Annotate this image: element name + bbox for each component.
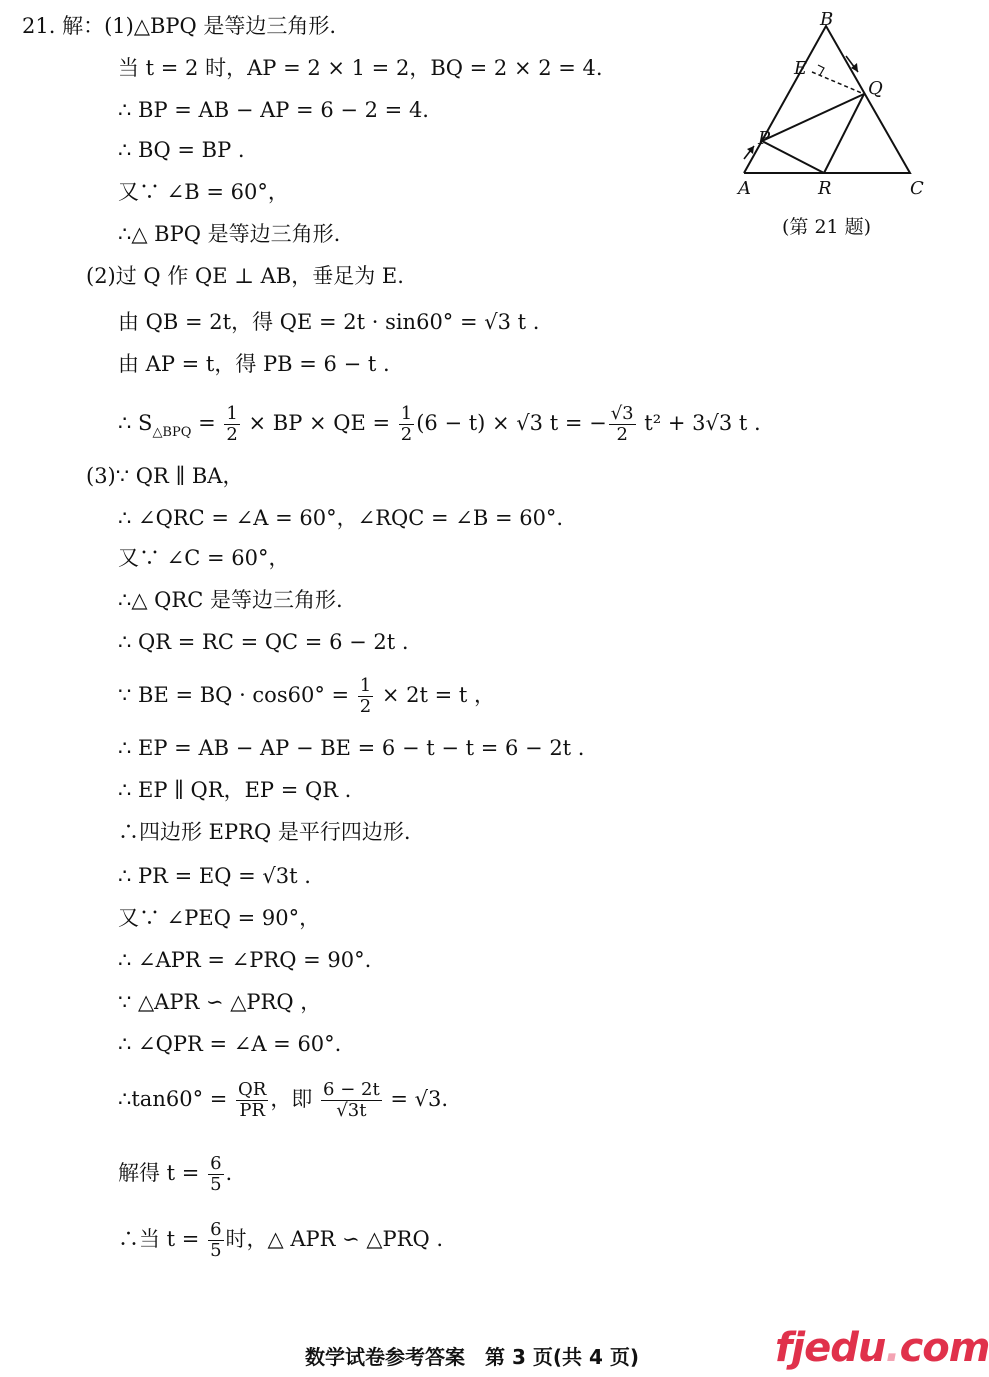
figure-caption: (第 21 题) [782, 216, 872, 238]
be-tail: × 2t = t ， [375, 683, 496, 707]
segment-pr [762, 141, 824, 173]
part3-line-8: ∴四边形 EPRQ 是平行四边形. [118, 820, 411, 844]
right-angle-mark [818, 65, 824, 75]
be-lead: ∵ BE = BQ · cos60° = [118, 683, 356, 707]
tan-lead: ∴tan60° = [118, 1087, 235, 1111]
fraction-half-3: $\frac{1}{2}$ [359, 675, 372, 717]
part1-line-4: 又∵ ∠B = 60°， [118, 180, 289, 204]
site-watermark: fjedu.com [775, 1325, 989, 1371]
solve-tail: . [225, 1161, 233, 1185]
part1-line-2: ∴ BP = AB − AP = 6 − 2 = 4. [118, 98, 429, 122]
segment-rq [824, 94, 864, 173]
solve-lead: 解得 t = [118, 1161, 207, 1185]
part1-line-1: 当 t = 2 时，AP = 2 × 1 = 2，BQ = 2 × 2 = 4. [118, 56, 603, 80]
part1-line-3: ∴ BQ = BP . [118, 138, 245, 162]
area-subscript: △BPQ [152, 425, 192, 440]
area-mid-1: × BP × QE = [241, 411, 397, 435]
label-r: R [818, 178, 832, 199]
part3-line-11: ∴ ∠APR = ∠PRQ = 90°. [118, 948, 372, 972]
fraction-qr-pr: $\frac{QR}{PR}$ [238, 1079, 267, 1121]
part3-line-13: ∴ ∠QPR = ∠A = 60°. [118, 1032, 342, 1056]
label-q: Q [868, 78, 883, 99]
part3-final [118, 1220, 443, 1261]
part3-tan-formula [118, 1080, 448, 1121]
problem-header: 21. 解：(1)△BPQ 是等边三角形. [22, 14, 337, 38]
part2-line-1: (2)过 Q 作 QE ⊥ AB，垂足为 E. [86, 264, 404, 288]
triangle-figure [730, 8, 935, 198]
segment-eq-dashed [812, 72, 864, 94]
area-mid-2: (6 − t) × √3 t = − [416, 411, 607, 435]
label-a: A [738, 178, 751, 199]
part3-solve [118, 1154, 232, 1195]
label-p: P [758, 128, 771, 149]
fraction-ratio: $\frac{6 - 2t}{√3t}$ [323, 1079, 380, 1121]
part3-line-10: 又∵ ∠PEQ = 90°， [118, 906, 321, 930]
triangle-abc [744, 26, 910, 173]
final-lead: ∴当 t = [118, 1227, 207, 1251]
fraction-half-2: $\frac{1}{2}$ [400, 403, 413, 445]
part3-be-formula [118, 676, 495, 717]
tan-tail: = √3. [383, 1087, 449, 1111]
final-tail: 时，△ APR ∽ △PRQ . [225, 1227, 444, 1251]
part3-line-9: ∴ PR = EQ = √3t . [118, 864, 311, 888]
label-e: E [794, 58, 808, 79]
area-tail: t² + 3√3 t . [637, 411, 761, 435]
part1-line-5: ∴△ BPQ 是等边三角形. [118, 222, 341, 246]
part2-line-2: 由 QB = 2t，得 QE = 2t · sin60° = √3 t . [118, 310, 540, 334]
part3-line-5: ∴ QR = RC = QC = 6 − 2t . [118, 630, 409, 654]
part3-line-3: 又∵ ∠C = 60°， [118, 546, 290, 570]
part3-line-2: ∴ ∠QRC = ∠A = 60°，∠RQC = ∠B = 60°. [118, 506, 564, 530]
part3-line-7: ∴ EP ∥ QR，EP = QR . [118, 778, 352, 802]
fraction-half-1: $\frac{1}{2}$ [226, 403, 238, 445]
tan-mid: ，即 [270, 1087, 320, 1111]
fraction-six-fifths-2: $\frac{6}{5}$ [210, 1219, 222, 1261]
page-footer: 数学试卷参考答案 第 3 页(共 4 页) [305, 1345, 639, 1369]
label-b: B [820, 9, 834, 30]
part2-area-formula [118, 404, 761, 447]
part3-line-12: ∵ △APR ∽ △PRQ ， [118, 990, 322, 1014]
part3-line-1: (3)∵ QR ∥ BA， [86, 464, 244, 488]
area-lead: ∴ S [118, 411, 153, 435]
part2-line-3: 由 AP = t，得 PB = 6 − t . [118, 352, 390, 376]
fraction-sqrt3-half: $\frac{√3}{2}$ [610, 403, 634, 445]
segment-pq [762, 94, 864, 141]
part3-line-4: ∴△ QRC 是等边三角形. [118, 588, 343, 612]
area-eq: = [191, 411, 223, 435]
label-c: C [910, 178, 924, 199]
part3-line-6: ∴ EP = AB − AP − BE = 6 − t − t = 6 − 2t . [118, 736, 585, 760]
fraction-six-fifths-1: $\frac{6}{5}$ [210, 1153, 222, 1195]
